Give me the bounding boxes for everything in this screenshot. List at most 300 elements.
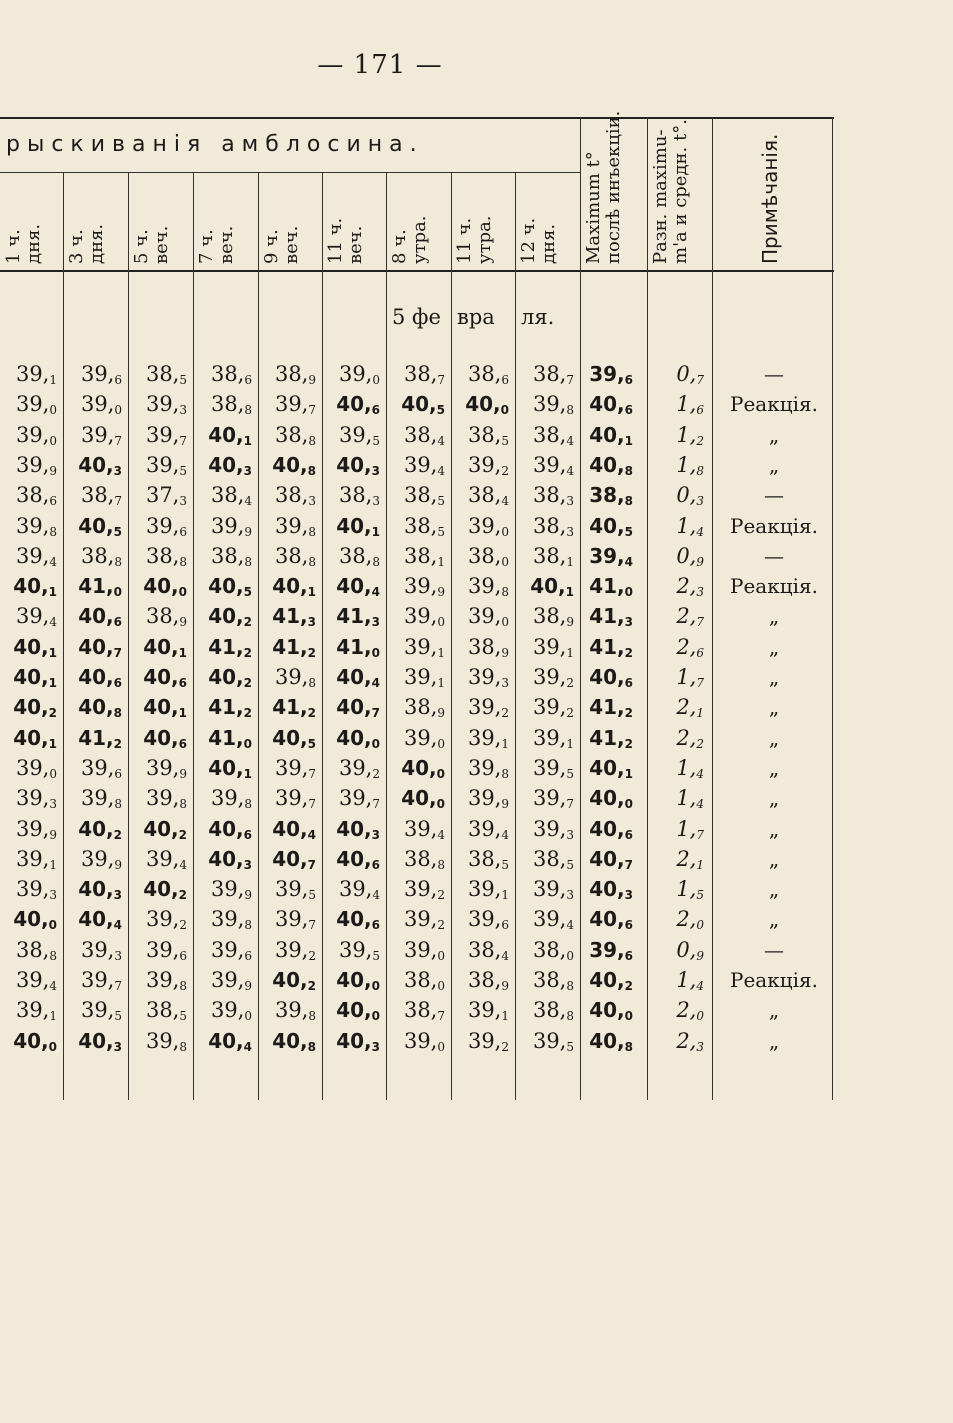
- temperature-cell: $39,_5$: [274, 877, 316, 903]
- column-header: [519, 178, 576, 264]
- temperature-cell: $40,_1$: [13, 665, 57, 690]
- column-header-line1: Примѣчанія.: [758, 133, 782, 264]
- temperature-cell: $38,_3$: [532, 483, 574, 509]
- temperature-cell: $39,_8$: [467, 755, 509, 781]
- temperature-cell: $38,_3$: [274, 483, 316, 509]
- temperature-cell: $40,_8$: [78, 695, 122, 721]
- temperature-cell: $41,_0$: [208, 725, 252, 751]
- column-header-line1: Maximum t°: [583, 151, 604, 264]
- temperature-cell: $40,_4$: [208, 1028, 252, 1054]
- temperature-cell: $40,_6$: [78, 604, 122, 630]
- temperature-cell: $39,_4$: [532, 452, 574, 478]
- temperature-cell: $38,_5$: [145, 362, 187, 387]
- table-row: [0, 604, 834, 634]
- temperature-cell: $39,_6$: [80, 755, 122, 781]
- column-header: [67, 178, 124, 264]
- column-header-line1: 1 ч.: [3, 229, 24, 264]
- remark-cell: —: [764, 483, 784, 508]
- temperature-cell: $38,_6$: [15, 483, 57, 509]
- temperature-cell: $39,_8$: [15, 513, 57, 539]
- temperature-cell: $39,_3$: [80, 937, 122, 963]
- temperature-cell: $39,_7$: [338, 786, 380, 812]
- max-temperature-cell: $40,_1$: [589, 422, 633, 448]
- temperature-cell: $39,_3$: [532, 816, 574, 842]
- temperature-cell: $40,_6$: [143, 665, 187, 690]
- temperature-cell: $39,_0$: [210, 998, 252, 1024]
- temperature-cell: $40,_0$: [336, 998, 380, 1024]
- temperature-cell: $38,_8$: [274, 543, 316, 569]
- max-temperature-cell: $39,_6$: [589, 937, 633, 963]
- temperature-cell: $39,_6$: [467, 907, 509, 933]
- max-temperature-cell: $40,_6$: [589, 816, 633, 842]
- temperature-cell: $41,_2$: [78, 725, 122, 751]
- remark-cell: —: [764, 543, 784, 568]
- temperature-cell: $39,_9$: [467, 786, 509, 812]
- max-temperature-cell: $40,_0$: [589, 786, 633, 812]
- table-row: [0, 1029, 834, 1059]
- temperature-cell: $39,_5$: [338, 937, 380, 963]
- difference-cell: $2,_0$: [676, 998, 704, 1024]
- temperature-cell: $38,_9$: [145, 604, 187, 630]
- temperature-cell: $38,_0$: [403, 968, 445, 993]
- remark-cell: Реакція.: [730, 513, 818, 538]
- column-header-line1: 8 ч.: [389, 229, 410, 264]
- temperature-cell: $38,_0$: [467, 543, 509, 569]
- temperature-cell: $41,_0$: [78, 574, 122, 600]
- difference-cell: $2,_6$: [676, 634, 704, 660]
- temperature-cell: $38,_8$: [403, 846, 445, 872]
- temperature-cell: $40,_5$: [401, 392, 445, 418]
- temperature-cell: $40,_0$: [336, 725, 380, 751]
- remark-cell: „: [768, 725, 780, 750]
- table-row: [0, 695, 834, 725]
- temperature-cell: $37,_3$: [145, 483, 187, 509]
- max-temperature-cell: $40,_2$: [589, 968, 633, 993]
- remark-cell: „: [768, 604, 780, 629]
- temperature-cell: $39,_5$: [145, 452, 187, 478]
- temperature-cell: $39,_1$: [467, 877, 509, 903]
- temperature-cell: $39,_2$: [403, 907, 445, 933]
- temperature-cell: $40,_1$: [272, 574, 316, 600]
- temperature-cell: $38,_7$: [403, 362, 445, 387]
- temperature-cell: $38,_7$: [403, 998, 445, 1024]
- temperature-cell: $39,_9$: [15, 816, 57, 842]
- table-row: [0, 514, 834, 544]
- temperature-cell: $39,_5$: [532, 1028, 574, 1054]
- table-row: [0, 423, 834, 453]
- temperature-cell: $40,_4$: [336, 574, 380, 600]
- difference-cell: $2,_3$: [676, 574, 704, 600]
- column-header-line1: 11 ч.: [454, 217, 475, 264]
- temperature-cell: $40,_6$: [336, 907, 380, 933]
- temperature-cell: $39,_1$: [532, 634, 574, 660]
- remark-cell: „: [768, 665, 780, 689]
- temperature-cell: $39,_8$: [467, 574, 509, 600]
- difference-cell: $1,_5$: [676, 877, 704, 903]
- temperature-cell: $40,_2$: [143, 816, 187, 842]
- max-temperature-cell: $41,_0$: [589, 574, 633, 600]
- remark-cell: „: [768, 452, 780, 477]
- temperature-cell: $39,_4$: [15, 968, 57, 993]
- max-temperature-cell: $41,_2$: [589, 634, 633, 660]
- temperature-cell: $39,_1$: [467, 998, 509, 1024]
- temperature-cell: $38,_4$: [532, 422, 574, 448]
- column-header-line2: веч.: [281, 225, 302, 264]
- temperature-cell: $38,_5$: [467, 846, 509, 872]
- temperature-cell: $40,_2$: [78, 816, 122, 842]
- temperature-cell: $40,_6$: [143, 725, 187, 751]
- max-temperature-cell: $41,_3$: [589, 604, 633, 630]
- temperature-cell: $38,_1$: [532, 543, 574, 569]
- column-header-line1: 9 ч.: [261, 229, 282, 264]
- temperature-cell: $40,_4$: [336, 665, 380, 690]
- column-header-line2: веч.: [151, 225, 172, 264]
- max-temperature-cell: $41,_2$: [589, 725, 633, 751]
- temperature-cell: $40,_4$: [272, 816, 316, 842]
- temperature-cell: $39,_4$: [403, 816, 445, 842]
- temperature-cell: $40,_1$: [143, 634, 187, 660]
- temperature-cell: $41,_2$: [272, 634, 316, 660]
- temperature-cell: $39,_6$: [210, 937, 252, 963]
- temperature-cell: $39,_9$: [210, 513, 252, 539]
- column-header-line1: Разн. maximu-: [650, 129, 671, 264]
- temperature-cell: $39,_3$: [467, 665, 509, 690]
- max-temperature-cell: $40,_7$: [589, 846, 633, 872]
- max-temperature-cell: $40,_6$: [589, 392, 633, 418]
- column-header-line2: утра.: [409, 215, 430, 264]
- table-row: [0, 786, 834, 816]
- table-row: [0, 998, 834, 1028]
- date-label-part: ля.: [521, 305, 555, 329]
- table-row: [0, 877, 834, 907]
- temperature-cell: $39,_3$: [15, 786, 57, 812]
- column-header: [197, 178, 254, 264]
- temperature-cell: $39,_2$: [532, 695, 574, 721]
- table-row: [0, 453, 834, 483]
- table-title: рыскиванія амблосина.: [6, 132, 424, 157]
- temperature-cell: $40,_1$: [13, 574, 57, 600]
- temperature-cell: $39,_3$: [145, 392, 187, 418]
- column-header: [4, 178, 59, 264]
- column-header: [760, 122, 874, 264]
- column-header: [583, 110, 643, 264]
- temperature-cell: $39,_2$: [467, 1028, 509, 1054]
- difference-cell: $2,_2$: [676, 725, 704, 751]
- temperature-cell: $39,_7$: [80, 968, 122, 993]
- temperature-cell: $38,_5$: [532, 846, 574, 872]
- top-rule: [0, 117, 834, 119]
- temperature-cell: $39,_8$: [532, 392, 574, 418]
- temperature-cell: $38,_5$: [403, 513, 445, 539]
- temperature-cell: $40,_6$: [336, 392, 380, 418]
- max-temperature-cell: $40,_1$: [589, 755, 633, 781]
- temperature-cell: $39,_4$: [403, 452, 445, 478]
- temperature-cell: $38,_5$: [467, 422, 509, 448]
- column-header-line1: 11 ч.: [325, 217, 346, 264]
- remark-cell: „: [768, 634, 780, 659]
- max-temperature-cell: $39,_6$: [589, 362, 633, 387]
- column-header-line1: 12 ч.: [518, 217, 539, 264]
- table-row: [0, 726, 834, 756]
- table-row: [0, 938, 834, 968]
- table-row: [0, 847, 834, 877]
- temperature-cell: $39,_2$: [338, 755, 380, 781]
- temperature-cell: $39,_3$: [532, 877, 574, 903]
- temperature-cell: $40,_1$: [143, 695, 187, 721]
- difference-cell: $1,_7$: [676, 816, 704, 842]
- temperature-cell: $38,_8$: [274, 422, 316, 448]
- temperature-cell: $40,_5$: [272, 725, 316, 751]
- temperature-cell: $40,_4$: [78, 907, 122, 933]
- temperature-cell: $38,_5$: [403, 483, 445, 509]
- temperature-cell: $38,_7$: [532, 362, 574, 387]
- temperature-cell: $38,_5$: [145, 998, 187, 1024]
- temperature-cell: $38,_6$: [467, 362, 509, 387]
- temperature-cell: $39,_8$: [274, 665, 316, 690]
- temperature-cell: $38,_8$: [210, 543, 252, 569]
- column-header: [455, 178, 511, 264]
- temperature-cell: $39,_1$: [467, 725, 509, 751]
- max-temperature-cell: $40,_6$: [589, 665, 633, 690]
- temperature-cell: $38,_9$: [532, 604, 574, 630]
- remark-cell: Реакція.: [730, 392, 818, 417]
- temperature-cell: $39,_0$: [403, 604, 445, 630]
- table-row: [0, 392, 834, 422]
- temperature-cell: $38,_8$: [80, 543, 122, 569]
- difference-cell: $2,_7$: [676, 604, 704, 630]
- difference-cell: $1,_4$: [676, 968, 704, 993]
- difference-cell: $1,_4$: [676, 755, 704, 781]
- temperature-cell: $39,_8$: [274, 513, 316, 539]
- temperature-cell: $39,_0$: [15, 392, 57, 418]
- difference-cell: $0,_3$: [676, 483, 704, 509]
- remark-cell: „: [768, 786, 780, 811]
- temperature-cell: $39,_8$: [210, 907, 252, 933]
- temperature-cell: $38,_8$: [338, 543, 380, 569]
- remark-cell: „: [768, 846, 780, 871]
- column-header: [650, 119, 708, 264]
- temperature-cell: $41,_2$: [208, 634, 252, 660]
- remark-cell: —: [764, 362, 784, 386]
- column-header-line1: 5 ч.: [131, 229, 152, 264]
- difference-cell: $1,_4$: [676, 513, 704, 539]
- date-label-part: 5 фе: [392, 305, 441, 329]
- table-row: [0, 817, 834, 847]
- temperature-cell: $40,_1$: [208, 422, 252, 448]
- temperature-cell: $39,_1$: [15, 362, 57, 387]
- remark-cell: „: [768, 998, 780, 1023]
- remark-cell: „: [768, 422, 780, 447]
- temperature-cell: $39,_7$: [274, 755, 316, 781]
- temperature-cell: $39,_6$: [145, 937, 187, 963]
- temperature-cell: $39,_0$: [15, 422, 57, 448]
- temperature-cell: $39,_8$: [274, 998, 316, 1024]
- temperature-cell: $39,_9$: [80, 846, 122, 872]
- temperature-cell: $40,_5$: [78, 513, 122, 539]
- temperature-cell: $40,_6$: [208, 816, 252, 842]
- table-row: [0, 907, 834, 937]
- temperature-cell: $38,_8$: [532, 998, 574, 1024]
- remark-cell: „: [768, 755, 780, 780]
- temperature-cell: $40,_0$: [13, 907, 57, 933]
- temperature-cell: $38,_4$: [467, 483, 509, 509]
- remark-cell: „: [768, 816, 780, 841]
- difference-cell: $1,_8$: [676, 452, 704, 478]
- temperature-cell: $39,_5$: [532, 755, 574, 781]
- max-temperature-cell: $38,_8$: [589, 483, 633, 509]
- temperature-cell: $40,_0$: [401, 755, 445, 781]
- temperature-cell: $40,_1$: [530, 574, 574, 600]
- temperature-cell: $39,_8$: [145, 786, 187, 812]
- temperature-cell: $41,_2$: [208, 695, 252, 721]
- difference-cell: $2,_1$: [676, 846, 704, 872]
- temperature-cell: $38,_6$: [210, 362, 252, 387]
- max-temperature-cell: $39,_4$: [589, 543, 633, 569]
- temperature-cell: $40,_1$: [336, 513, 380, 539]
- max-temperature-cell: $40,_5$: [589, 513, 633, 539]
- temperature-cell: $39,_0$: [338, 362, 380, 387]
- temperature-cell: $40,_2$: [208, 665, 252, 690]
- column-header-line2: дня.: [86, 223, 107, 264]
- difference-cell: $0,_9$: [676, 543, 704, 569]
- difference-cell: $0,_7$: [676, 362, 704, 387]
- temperature-cell: $39,_7$: [80, 422, 122, 448]
- temperature-cell: $39,_2$: [274, 937, 316, 963]
- temperature-cell: $38,_1$: [403, 543, 445, 569]
- column-header: [262, 178, 318, 264]
- temperature-cell: $39,_0$: [467, 604, 509, 630]
- remark-cell: „: [768, 877, 780, 902]
- temperature-cell: $39,_4$: [467, 816, 509, 842]
- table-row: [0, 968, 834, 998]
- table-row: [0, 635, 834, 665]
- temperature-cell: $40,_6$: [78, 665, 122, 690]
- temperature-cell: $39,_2$: [532, 665, 574, 690]
- temperature-cell: $38,_8$: [532, 968, 574, 993]
- table-row: [0, 756, 834, 786]
- temperature-cell: $39,_1$: [15, 846, 57, 872]
- temperature-cell: $40,_3$: [208, 452, 252, 478]
- temperature-cell: $38,_9$: [467, 634, 509, 660]
- difference-cell: $1,_6$: [676, 392, 704, 418]
- temperature-cell: $40,_0$: [401, 786, 445, 812]
- max-temperature-cell: $40,_8$: [589, 452, 633, 478]
- temperature-cell: $39,_4$: [15, 604, 57, 630]
- difference-cell: $2,_1$: [676, 695, 704, 721]
- column-header-line2: веч.: [345, 225, 366, 264]
- temperature-cell: $39,_4$: [532, 907, 574, 933]
- temperature-cell: $40,_8$: [272, 452, 316, 478]
- column-header: [390, 178, 447, 264]
- remark-cell: „: [768, 695, 780, 720]
- difference-cell: $1,_7$: [676, 665, 704, 690]
- temperature-cell: $38,_8$: [145, 543, 187, 569]
- remark-cell: Реакція.: [730, 968, 818, 992]
- temperature-cell: $39,_2$: [467, 695, 509, 721]
- temperature-cell: $39,_1$: [15, 998, 57, 1024]
- remark-cell: „: [768, 1028, 780, 1053]
- temperature-cell: $40,_7$: [336, 695, 380, 721]
- temperature-cell: $39,_1$: [403, 634, 445, 660]
- difference-cell: $1,_2$: [676, 422, 704, 448]
- temperature-cell: $39,_6$: [80, 362, 122, 387]
- temperature-cell: $38,_0$: [532, 937, 574, 963]
- date-label-part: вра: [457, 305, 495, 329]
- temperature-cell: $40,_7$: [78, 634, 122, 660]
- temperature-cell: $39,_0$: [80, 392, 122, 418]
- temperature-cell: $38,_8$: [15, 937, 57, 963]
- temperature-cell: $39,_3$: [15, 877, 57, 903]
- temperature-cell: $40,_3$: [78, 452, 122, 478]
- temperature-cell: $38,_9$: [467, 968, 509, 993]
- temperature-cell: $40,_3$: [208, 846, 252, 872]
- temperature-cell: $39,_9$: [210, 968, 252, 993]
- column-header-line2: дня.: [23, 223, 44, 264]
- temperature-cell: $38,_4$: [467, 937, 509, 963]
- title-rule: [0, 172, 580, 173]
- temperature-cell: $39,_7$: [274, 907, 316, 933]
- difference-cell: $2,_3$: [676, 1028, 704, 1054]
- temperature-cell: $39,_7$: [274, 392, 316, 418]
- difference-cell: $2,_0$: [676, 907, 704, 933]
- column-header-line2: m'a и средн. t°.: [670, 119, 691, 264]
- temperature-cell: $40,_3$: [78, 1028, 122, 1054]
- temperature-cell: $40,_3$: [78, 877, 122, 903]
- temperature-cell: $39,_0$: [403, 725, 445, 751]
- temperature-cell: $40,_2$: [272, 968, 316, 993]
- temperature-cell: $40,_8$: [272, 1028, 316, 1054]
- temperature-cell: $40,_3$: [336, 1028, 380, 1054]
- temperature-cell: $40,_3$: [336, 452, 380, 478]
- temperature-cell: $39,_8$: [80, 786, 122, 812]
- temperature-cell: $38,_3$: [338, 483, 380, 509]
- temperature-cell: $39,_9$: [15, 452, 57, 478]
- temperature-cell: $40,_0$: [336, 968, 380, 993]
- temperature-cell: $39,_0$: [403, 937, 445, 963]
- table-row: [0, 362, 834, 392]
- temperature-cell: $40,_2$: [13, 695, 57, 721]
- temperature-cell: $40,_0$: [465, 392, 509, 418]
- max-temperature-cell: $40,_3$: [589, 877, 633, 903]
- temperature-cell: $39,_0$: [403, 1028, 445, 1054]
- temperature-cell: $39,_5$: [338, 422, 380, 448]
- temperature-cell: $40,_6$: [336, 846, 380, 872]
- temperature-cell: $40,_3$: [336, 816, 380, 842]
- column-header-line1: 7 ч.: [196, 229, 217, 264]
- table-row: [0, 544, 834, 574]
- temperature-cell: $41,_2$: [272, 695, 316, 721]
- temperature-cell: $39,_7$: [274, 786, 316, 812]
- temperature-cell: $39,_4$: [338, 877, 380, 903]
- temperature-cell: $41,_0$: [336, 634, 380, 660]
- temperature-cell: $39,_2$: [467, 452, 509, 478]
- column-header-line2: утра.: [474, 215, 495, 264]
- table-row: [0, 665, 834, 695]
- temperature-cell: $41,_3$: [272, 604, 316, 630]
- remark-cell: Реакція.: [730, 574, 818, 599]
- temperature-cell: $39,_2$: [403, 877, 445, 903]
- temperature-cell: $38,_9$: [403, 695, 445, 721]
- temperature-cell: $40,_0$: [13, 1028, 57, 1054]
- temperature-cell: $38,_4$: [403, 422, 445, 448]
- page-number: — 171 —: [317, 50, 443, 80]
- temperature-cell: $40,_1$: [13, 725, 57, 751]
- column-header: [326, 178, 382, 264]
- column-header-line2: дня.: [538, 223, 559, 264]
- temperature-cell: $39,_0$: [467, 513, 509, 539]
- remark-cell: —: [764, 937, 784, 962]
- table-row: [0, 574, 834, 604]
